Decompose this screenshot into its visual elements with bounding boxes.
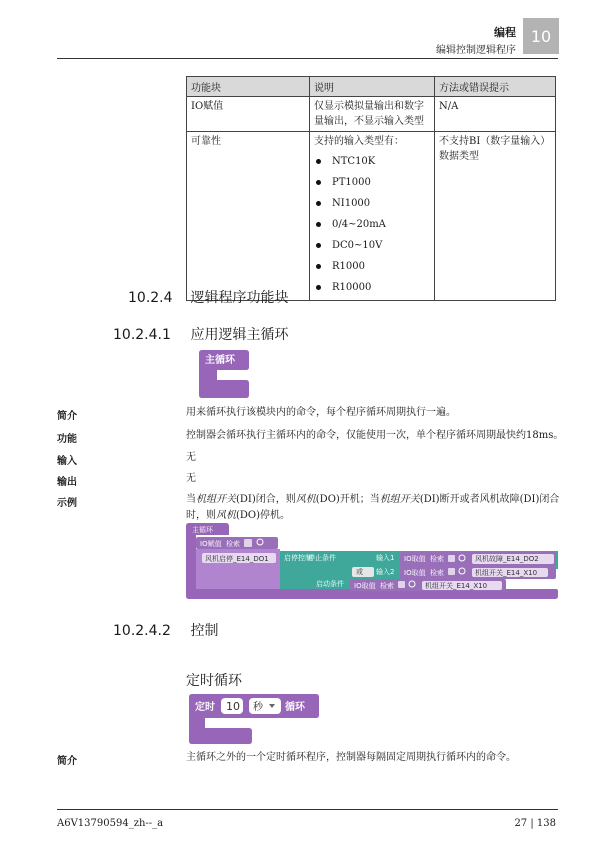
table-row [187,97,556,132]
italic-run: 风机 [295,494,316,505]
row-text: 无 [186,473,196,484]
table-cell: N/A [435,97,556,132]
block-label: 输入2 [376,568,395,576]
block-label: 检索 [430,569,444,577]
list-item: R10000 [314,277,430,298]
current-page: 27 [514,818,528,829]
subsection-title: 定时循环 [186,673,242,689]
row-text: 主循环之外的一个定时循环程序，控制器每隔固定周期执行循环内的命令。 [186,752,516,763]
list-item: 0/4~20mA [314,214,430,235]
block-title: 主循环 [192,526,213,534]
timer-loop-block [189,694,319,744]
block-label: 风机故障_E14_DO2 [475,555,539,563]
block-label: 停止条件 [308,554,336,562]
row-label: 示例 [57,498,77,509]
list-icon [244,539,252,547]
chapter-number: 10 [523,18,559,54]
list-item: PT1000 [314,172,430,193]
section-heading [113,324,288,344]
table-header-cell: 功能块 [187,77,310,97]
text-run: (DO)开机；当 [315,494,380,505]
block-label: 循环 [285,702,305,713]
list-item: DC0~10V [314,235,430,256]
block-label: 或 [356,568,363,576]
table-header-cell: 方法或错误提示 [435,77,556,97]
text-run: (DO)停机。 [236,510,291,521]
table-header-row [187,77,556,97]
table-cell: 不支持BI（数字量输入）数据类型 [435,132,556,301]
section-number: 10.2.4.1 [113,327,171,343]
section-heading [113,620,218,640]
function-block-table [186,76,556,301]
section-heading [128,287,288,307]
list-icon [398,581,405,588]
block-label: 风机启停_E14_DO1 [205,555,269,563]
page-number: 27 | 138 [514,818,556,829]
italic-run: 机组开关 [379,494,420,505]
list-icon [448,555,455,562]
row-text: 用来循环执行该模块内的命令，每个程序循环周期执行一遍。 [186,407,456,418]
block-label: IO取值 [404,555,426,563]
row-label: 功能 [57,434,77,445]
header-rule [57,58,558,59]
example-block-diagram [186,523,558,599]
section-title: 应用逻辑主循环 [190,327,289,343]
list-icon [448,568,455,575]
block-label: 启停控制 [284,554,312,562]
block-label: IO赋值 [200,540,222,548]
section-title: 控制 [190,623,219,639]
doc-id: A6V13790594_zh--_a [57,818,164,829]
text-run: (DI)断开或者风机故障(DI)闭合时，则 [186,494,560,521]
timer-unit: 秒 [253,702,263,713]
footer-rule [57,809,558,810]
block-label: 启动条件 [316,580,344,588]
header-title: 编程 [494,26,516,39]
timer-value: 10 [226,700,240,713]
table-cell: 仅显示模拟量输出和数字量输出，不显示输入类型 [310,97,435,132]
main-loop-block [199,350,249,398]
block-label: 输入1 [376,554,395,562]
section-title: 逻辑程序功能块 [190,290,289,306]
header-subtitle: 编辑控制逻辑程序 [436,45,516,56]
block-label: IO取值 [404,569,426,577]
block-label: 主循环 [205,355,235,366]
row-label: 简介 [57,411,77,422]
list-item: R1000 [314,256,430,277]
table-cell: IO赋值 [187,97,310,132]
block-label: IO取值 [354,582,376,590]
table-row [187,132,556,301]
table-header-cell: 说明 [310,77,435,97]
italic-run: 风机 [216,510,236,521]
list-item: NI1000 [314,193,430,214]
text-run: 当 [186,494,196,505]
text-run: (DI)闭合，则 [236,494,296,505]
example-text [186,492,576,524]
input-type-list [314,151,430,298]
list-item: NTC10K [314,151,430,172]
table-cell [310,132,435,301]
table-cell: 可靠性 [187,132,310,301]
total-pages: 138 [536,818,556,829]
row-text: 无 [186,452,196,463]
italic-run: 机组开关 [196,494,236,505]
row-label: 输出 [57,477,77,488]
row-text: 控制器会循环执行主循环内的命令，仅能使用一次，单个程序循环周期最快约18ms。 [186,430,564,441]
block-label: 检索 [430,555,444,563]
block-label: 机组开关_E14_X10 [425,582,488,590]
section-number: 10.2.4.2 [113,623,171,639]
table-cell-text: 支持的输入类型有： [314,136,404,147]
row-label: 简介 [57,756,77,767]
block-label: 机组开关_E14_X10 [475,569,538,577]
block-label: 检索 [380,582,394,590]
block-label: 定时 [195,702,215,713]
block-label: 检索 [226,540,240,548]
row-label: 输入 [57,456,77,467]
section-number: 10.2.4 [128,290,173,306]
